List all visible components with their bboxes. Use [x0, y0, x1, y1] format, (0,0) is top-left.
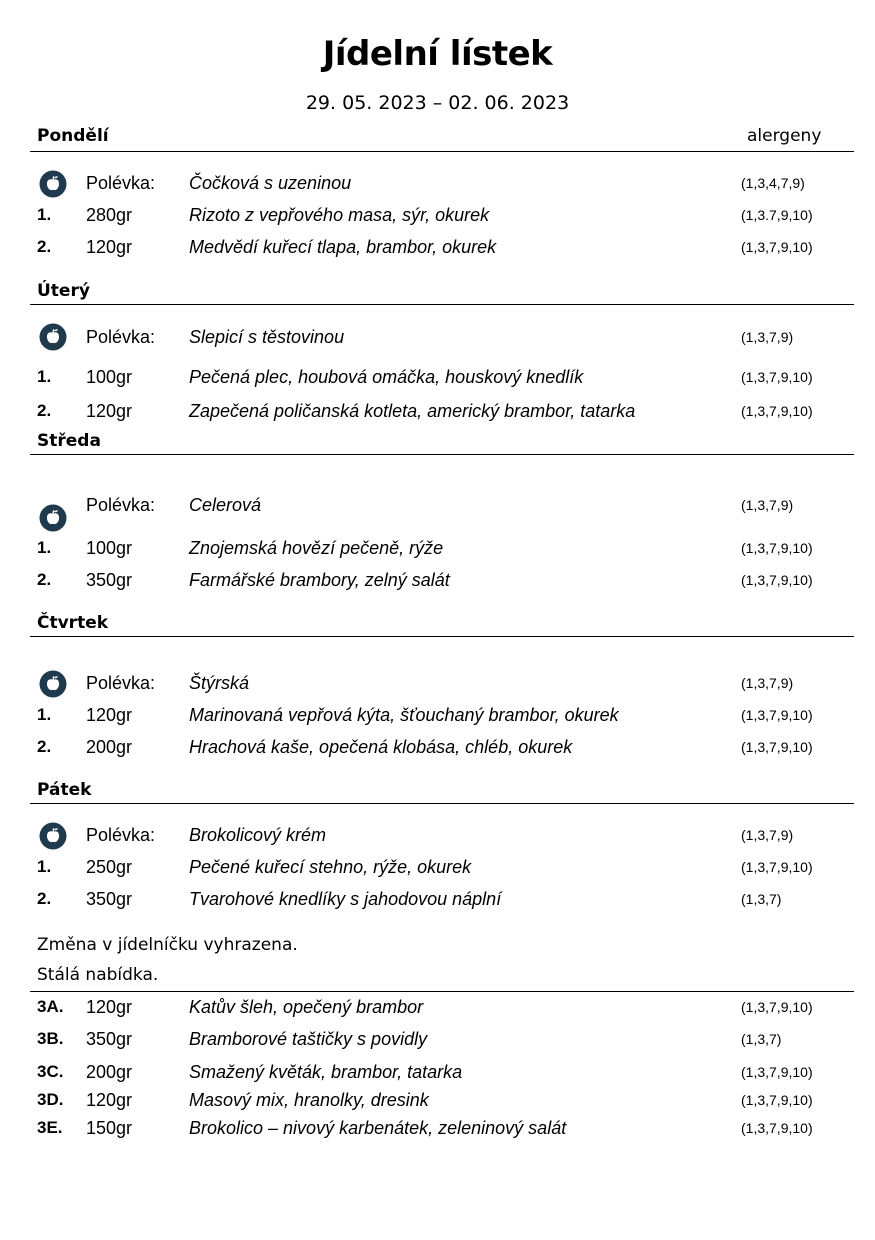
meal-number: 3C. — [37, 1062, 64, 1081]
meal-number: 1. — [37, 367, 52, 386]
meal-row — [0, 535, 875, 561]
day-divider — [30, 454, 854, 455]
day-divider — [30, 151, 854, 152]
meal-weight: 100gr — [86, 538, 133, 558]
soup-label: Polévka: — [86, 495, 156, 515]
meal-dish: Medvědí kuřecí tlapa, brambor, okurek — [189, 237, 497, 257]
meal-allergens: (1,3,7,9,10) — [741, 999, 813, 1015]
meal-dish: Rizoto z vepřového masa, sýr, okurek — [189, 205, 490, 225]
meal-dish: Smažený květák, brambor, tatarka — [189, 1062, 463, 1082]
meal-number: 3A. — [37, 997, 64, 1016]
soup-dish: Štýrská — [189, 673, 250, 693]
meal-allergens: (1,3,7,9,10) — [741, 1120, 813, 1136]
meal-dish: Zapečená poličanská kotleta, americký brambor, tatarka — [189, 401, 636, 421]
soup-label: Polévka: — [86, 173, 156, 193]
standing-row — [0, 994, 875, 1020]
soup-allergens: (1,3,7,9) — [741, 675, 794, 691]
meal-allergens: (1,3,7,9,10) — [741, 540, 813, 556]
date-range: 29. 05. 2023 – 02. 06. 2023 — [305, 92, 570, 114]
meal-weight: 280gr — [86, 205, 133, 225]
meal-allergens: (1,3.7,9,10) — [741, 207, 813, 223]
meal-dish: Marinovaná vepřová kýta, šťouchaný brambor, okurek — [189, 705, 619, 725]
day-heading-monday: Pondělí — [37, 126, 109, 146]
meal-allergens: (1,3,7,9,10) — [741, 572, 813, 588]
meal-dish: Hrachová kaše, opečená klobása, chléb, okurek — [189, 737, 573, 757]
day-divider — [30, 803, 854, 804]
meal-number: 2. — [37, 237, 52, 256]
soup-row — [0, 670, 875, 696]
meal-allergens: (1,3,7) — [741, 891, 782, 907]
meal-number: 2. — [37, 889, 52, 908]
menu-change-note: Změna v jídelníčku vyhrazena. — [37, 935, 298, 955]
soup-dish: Slepicí s těstovinou — [189, 327, 345, 347]
soup-allergens: (1,3,7,9) — [741, 329, 794, 345]
meal-weight: 120gr — [86, 401, 133, 421]
standing-row — [0, 1115, 875, 1141]
meal-row — [0, 567, 875, 593]
meal-weight: 150gr — [86, 1118, 133, 1138]
soup-row — [0, 170, 875, 196]
day-heading-tuesday: Úterý — [37, 281, 90, 301]
meal-weight: 350gr — [86, 889, 133, 909]
meal-dish: Pečená plec, houbová omáčka, houskový knedlík — [189, 367, 584, 387]
meal-row — [0, 886, 875, 912]
soup-row — [0, 822, 875, 848]
soup-row — [0, 492, 875, 518]
meal-allergens: (1,3,7,9,10) — [741, 739, 813, 755]
standing-row — [0, 1087, 875, 1113]
meal-allergens: (1,3,7) — [741, 1031, 782, 1047]
meal-weight: 200gr — [86, 737, 133, 757]
meal-number: 1. — [37, 857, 52, 876]
soup-dish: Brokolicový krém — [189, 825, 327, 845]
meal-weight: 120gr — [86, 705, 133, 725]
meal-weight: 120gr — [86, 237, 133, 257]
meal-weight: 100gr — [86, 367, 133, 387]
meal-allergens: (1,3,7,9,10) — [741, 859, 813, 875]
meal-row — [0, 734, 875, 760]
day-heading-thursday: Čtvrtek — [37, 613, 109, 633]
meal-dish: Znojemská hovězí pečeně, rýže — [189, 538, 444, 558]
day-heading-wednesday: Středa — [37, 431, 101, 451]
soup-label: Polévka: — [86, 673, 156, 693]
menu-title: Jídelní lístek — [322, 34, 553, 74]
meal-number: 3B. — [37, 1029, 64, 1048]
day-heading-friday: Pátek — [37, 780, 92, 800]
meal-dish: Bramborové taštičky s povidly — [189, 1029, 428, 1049]
day-divider — [30, 304, 854, 305]
meal-number: 1. — [37, 538, 52, 557]
meal-dish: Pečené kuřecí stehno, rýže, okurek — [189, 857, 472, 877]
meal-dish: Masový mix, hranolky, dresink — [189, 1090, 429, 1110]
standing-menu-heading: Stálá nabídka. — [37, 965, 159, 985]
soup-label: Polévka: — [86, 327, 156, 347]
day-divider — [30, 636, 854, 637]
meal-allergens: (1,3,7,9,10) — [741, 403, 813, 419]
meal-dish: Farmářské brambory, zelný salát — [189, 570, 450, 590]
soup-allergens: (1,3,7,9) — [741, 827, 794, 843]
meal-allergens: (1,3,7,9,10) — [741, 707, 813, 723]
meal-weight: 200gr — [86, 1062, 133, 1082]
meal-weight: 350gr — [86, 1029, 133, 1049]
meal-number: 2. — [37, 401, 52, 420]
meal-row — [0, 364, 875, 390]
meal-number: 1. — [37, 205, 52, 224]
soup-row — [0, 324, 875, 350]
meal-row — [0, 202, 875, 228]
soup-allergens: (1,3,4,7,9) — [741, 175, 805, 191]
allergens-heading: alergeny — [747, 126, 822, 146]
meal-number: 3E. — [37, 1118, 63, 1137]
standing-row — [0, 1026, 875, 1052]
meal-row — [0, 854, 875, 880]
meal-dish: Brokolico – nivový karbenátek, zeleninový salát — [189, 1118, 567, 1138]
meal-row — [0, 702, 875, 728]
meal-allergens: (1,3,7,9,10) — [741, 1064, 813, 1080]
meal-row — [0, 234, 875, 260]
meal-number: 2. — [37, 737, 52, 756]
meal-dish: Katův šleh, opečený brambor — [189, 997, 424, 1017]
meal-weight: 250gr — [86, 857, 133, 877]
soup-label: Polévka: — [86, 825, 156, 845]
meal-weight: 350gr — [86, 570, 133, 590]
meal-allergens: (1,3,7,9,10) — [741, 1092, 813, 1108]
standing-divider — [30, 991, 854, 992]
meal-weight: 120gr — [86, 997, 133, 1017]
meal-number: 2. — [37, 570, 52, 589]
standing-row — [0, 1059, 875, 1085]
meal-number: 1. — [37, 705, 52, 724]
meal-allergens: (1,3,7,9,10) — [741, 369, 813, 385]
meal-weight: 120gr — [86, 1090, 133, 1110]
meal-number: 3D. — [37, 1090, 64, 1109]
soup-allergens: (1,3,7,9) — [741, 497, 794, 513]
meal-allergens: (1,3,7,9,10) — [741, 239, 813, 255]
meal-dish: Tvarohové knedlíky s jahodovou náplní — [189, 889, 502, 909]
meal-row — [0, 398, 875, 424]
soup-dish: Čočková s uzeninou — [189, 173, 352, 193]
soup-dish: Celerová — [189, 495, 262, 515]
